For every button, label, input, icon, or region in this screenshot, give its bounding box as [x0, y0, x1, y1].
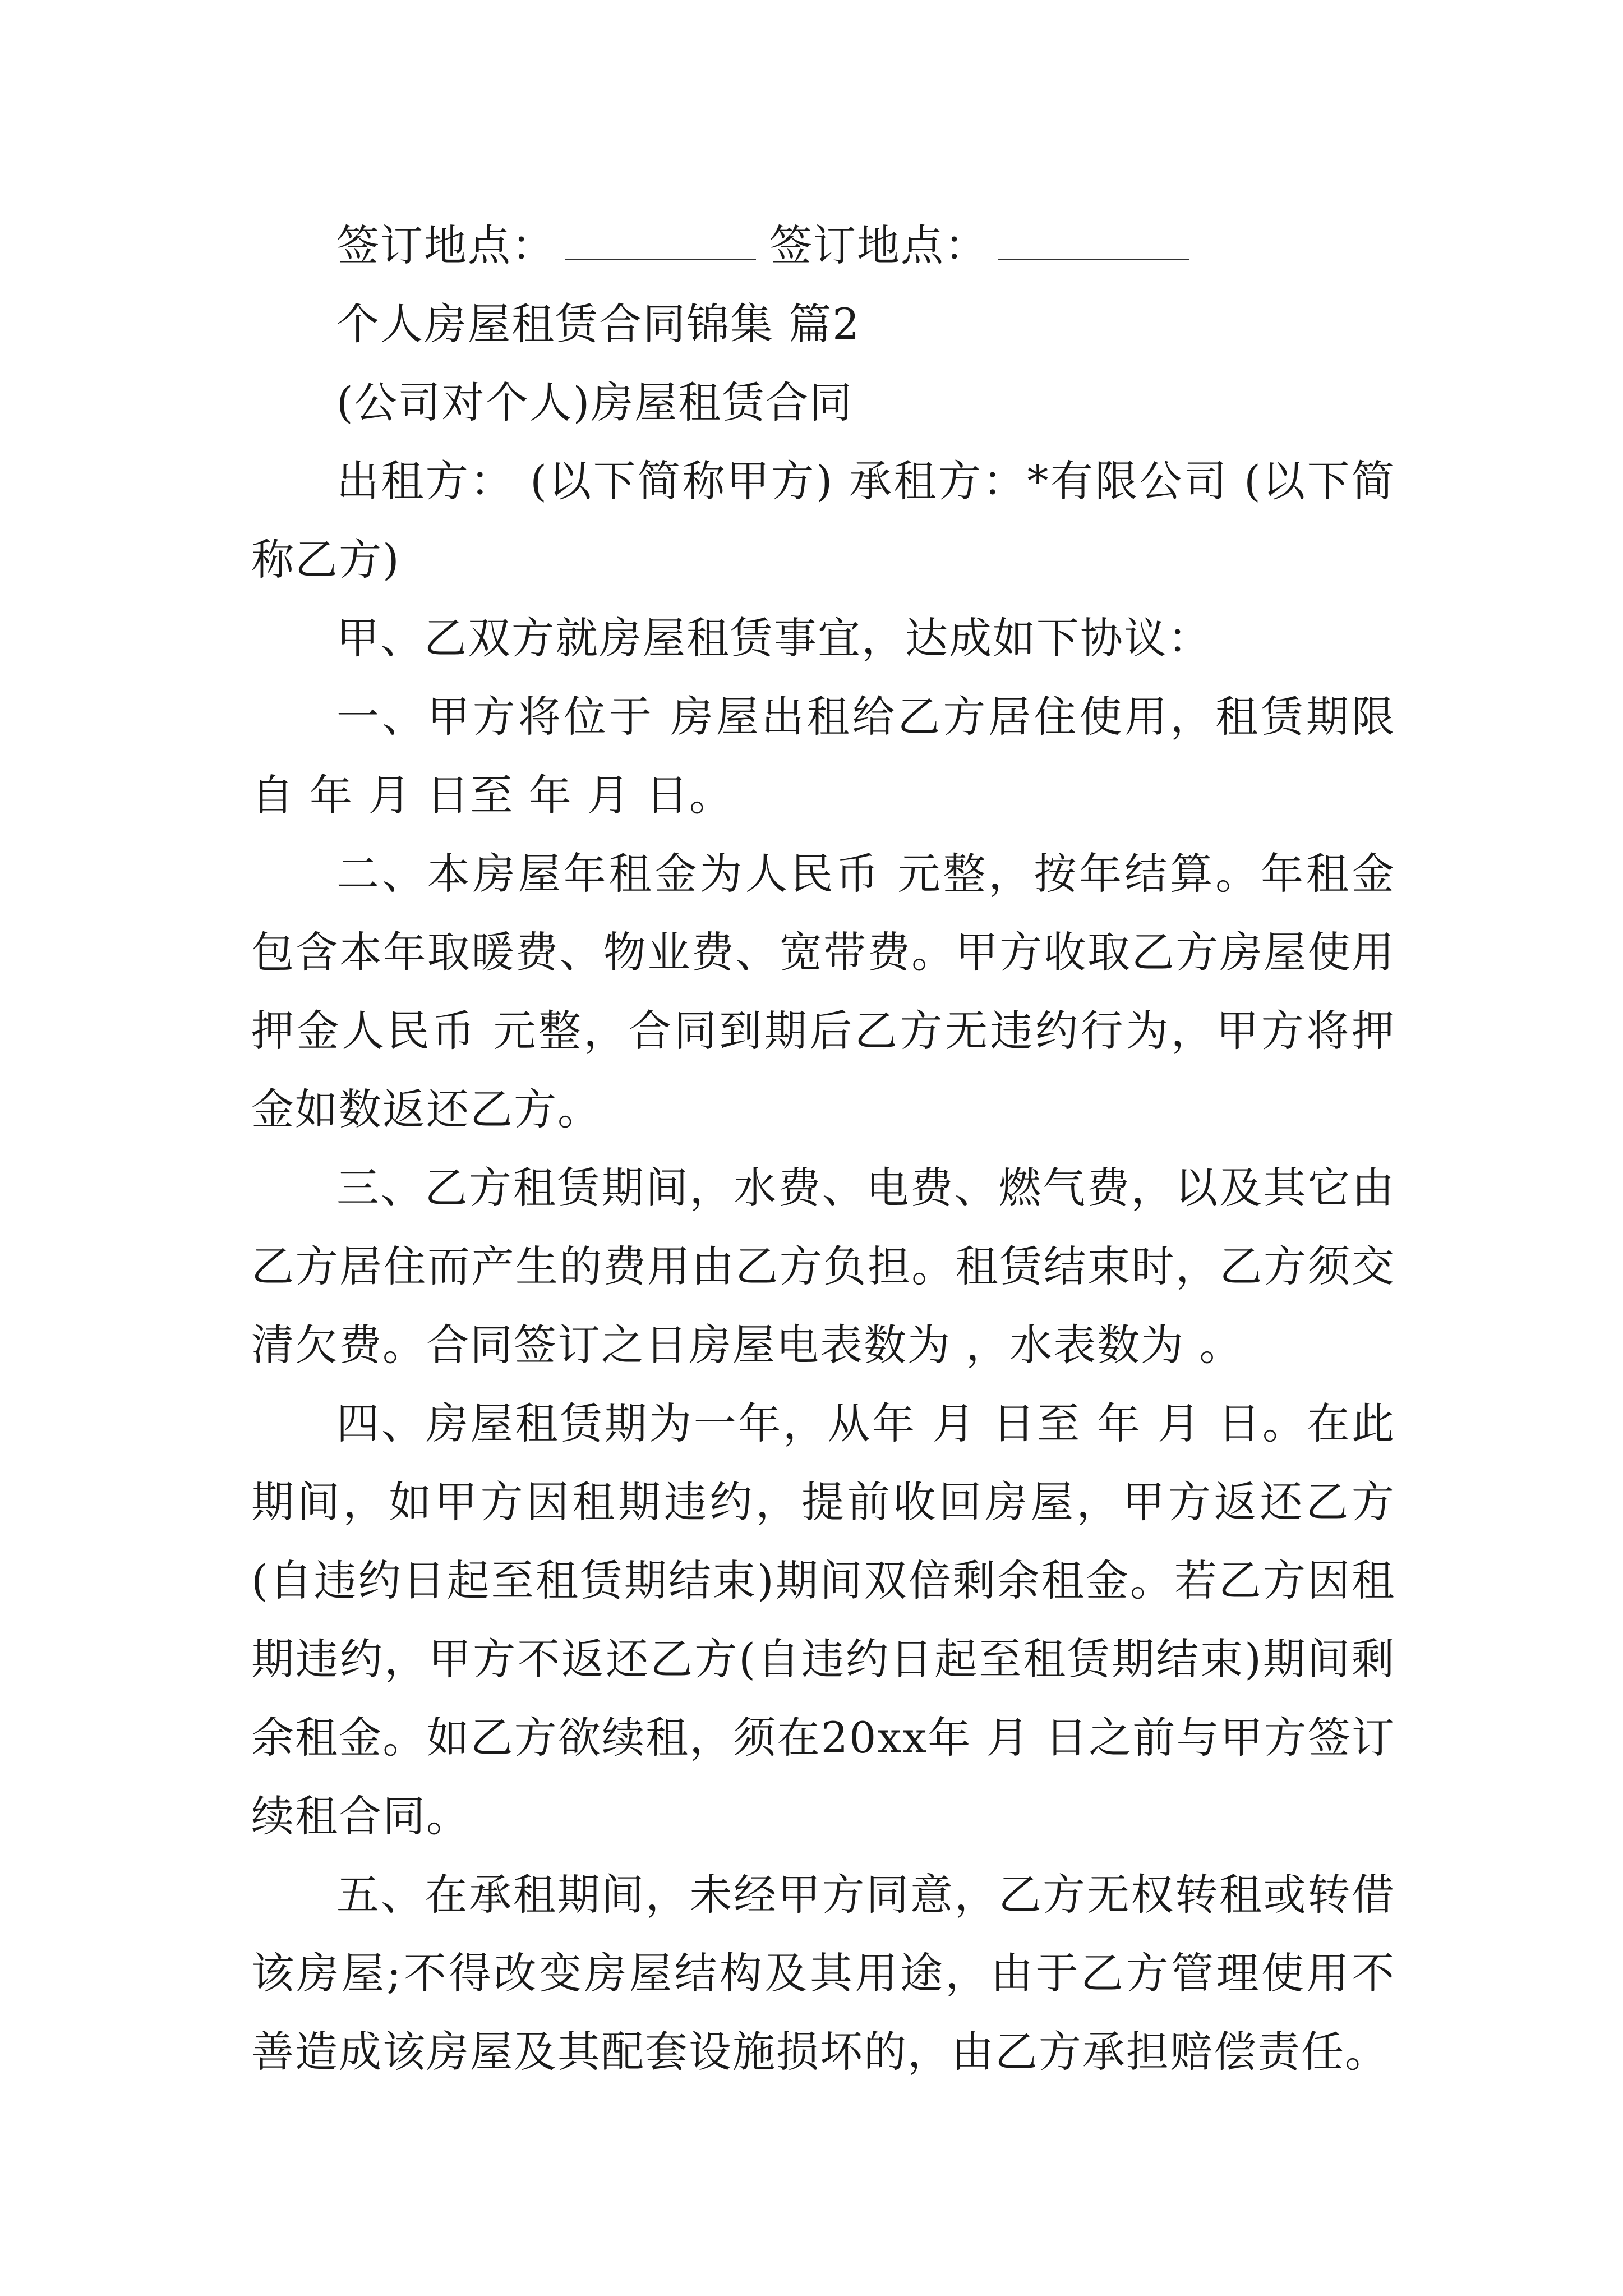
paragraph-clause-3: 三、乙方租赁期间，水费、电费、燃气费，以及其它由乙方居住而产生的费用由乙方负担。租赁结束时，乙方须交清欠费。合同签订之日房屋电表数为 ，水表数为 。: [251, 1163, 1395, 1370]
contract-subtitle: (公司对个人)房屋租赁合同: [336, 378, 854, 427]
paragraph-parties: 出租方： (以下简称甲方) 承租方：*有限公司 (以下简称乙方): [251, 456, 1395, 585]
paragraph-clause-2: 二、本房屋年租金为人民币 元整，按年结算。年租金包含本年取暖费、物业费、宽带费。甲方收取乙方房屋使用押金人民币 元整，合同到期后乙方无违约行为，甲方将押金如数返还乙方。: [251, 849, 1395, 1134]
paragraph-agreement-intro: 甲、乙双方就房屋租赁事宜，达成如下协议：: [336, 613, 1211, 663]
paragraph-clause-4: 四、房屋租赁期为一年，从年 月 日至 年 月 日。在此期间，如甲方因租期违约，提前收回房屋，甲方返还乙方(自违约日起至租赁期结束)期间双倍剩余租金。若乙方因租期违约，甲方不返还乙方(自违约日起至租赁期结束)期间剩余租金。如乙方欲续租，须在20xx年 月 日之前与甲方签订续租合同。: [251, 1398, 1395, 1841]
signing-place-blank-2: [998, 225, 1189, 260]
signing-place-blank-1: [565, 225, 756, 260]
signing-place-line: [251, 206, 1395, 285]
paragraph-clause-5: 五、在承租期间，未经甲方同意，乙方无权转租或转借该房屋;不得改变房屋结构及其用途，由于乙方管理使用不善造成该房屋及其配套设施损坏的，由乙方承担赔偿责任。: [251, 1870, 1395, 2077]
contract-heading: 个人房屋租赁合同锦集 篇2: [336, 299, 861, 349]
signing-place-label-2: 签订地点：: [769, 220, 988, 270]
paragraph-clause-1: 一、甲方将位于 房屋出租给乙方居住使用，租赁期限自 年 月 日至 年 月 日。: [251, 692, 1395, 820]
signing-place-label-1: 签订地点：: [336, 220, 555, 270]
document-body: [251, 206, 1395, 2091]
